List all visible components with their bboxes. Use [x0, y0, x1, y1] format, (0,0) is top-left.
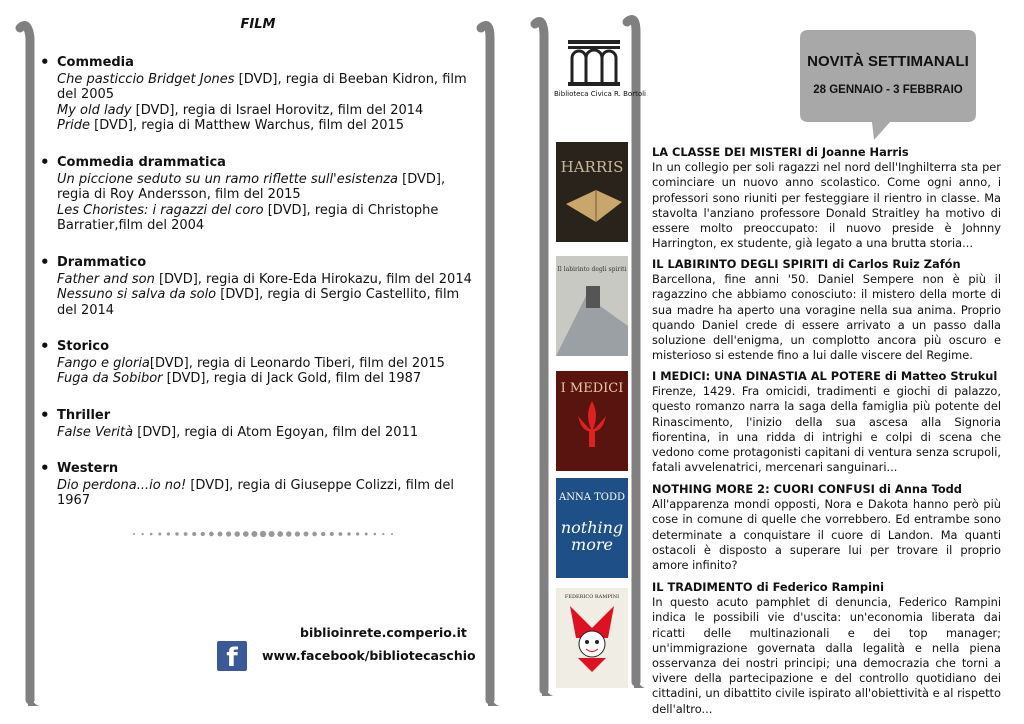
book-description: Barcellona, fine anni '50. Daniel Sempere non è più il ragazzino che abbiamo conosciuto: il mistero della morte di sua madre ha aperto una voragine nella sua anima. Proprio quando Daniel crede di essere arrivato a un passo dalla soluzione dell'enigma, un complotto ancora più oscuro e misterioso si estende fino a lui dalle viscere del Regime. — [652, 272, 1001, 363]
library-arches-icon — [566, 38, 622, 88]
film-title: Pride — [57, 118, 91, 133]
genre-block — [40, 339, 480, 387]
film-entry — [40, 172, 480, 203]
film-entry — [40, 118, 480, 134]
genre-name: Storico — [57, 339, 110, 354]
book-entry — [652, 257, 1001, 363]
cover-title: I MEDICI — [560, 381, 624, 396]
book-cover-image — [556, 371, 628, 471]
divider-dot — [150, 533, 153, 536]
bullet-icon: • — [40, 337, 50, 355]
book-title: IL TRADIMENTO di Federico Rampini — [652, 580, 884, 594]
film-entry — [40, 287, 480, 318]
genre-heading — [40, 339, 480, 355]
film-entry — [40, 371, 480, 387]
book-description: In un collegio per soli ragazzi nel nord dell'Inghilterra sta per cominciare un nuovo anno scolastico. Come ogni anno, i professori sono riuniti per festeggiare il rientro in classe. Ma stavolta l'anziano professore Donald Straitley ha motivo di essere molto preoccupato: il nuovo preside è Johnny Harrington, ex studente, già legato a una brutta storia... — [652, 160, 1001, 251]
genre-name: Thriller — [57, 408, 111, 423]
book-description: Firenze, 1429. Fra omicidi, tradimenti e giochi di palazzo, questo romanzo narra la saga della famiglia più potente del Rinascimento, l'inizio della sua ascesa alla Signoria fiorentina, in una ridda di intrighi e colpi di scena che vedono come protagonisti capitani di ventura senza scrupoli, fatali avvelenatrici, mercenari sanguinari... — [652, 384, 1001, 475]
genre-block — [40, 155, 480, 234]
divider-dot — [201, 532, 205, 536]
divider-dot — [175, 532, 178, 535]
divider-dot — [209, 532, 214, 537]
film-info: [DVD], regia di Christophe Barratier,film del 2004 — [57, 202, 439, 233]
divider-dot — [192, 532, 196, 536]
film-info: [DVD], regia di Atom Egoyan, film del 2011 — [133, 424, 419, 440]
film-title: False Verità — [57, 424, 134, 440]
book-title: IL LABIRINTO DEGLI SPIRITI di Carlos Ruiz Zafón — [652, 257, 961, 271]
genre-name: Western — [57, 461, 119, 476]
divider-dot — [391, 533, 393, 535]
dotted-divider — [130, 527, 400, 541]
divider-dot — [251, 531, 257, 537]
library-name: Biblioteca Civica R. Bortoli — [554, 90, 647, 98]
cover-title: FEDERICO RAMPINI — [564, 594, 620, 600]
bullet-icon: • — [40, 53, 50, 71]
genre-heading — [40, 55, 480, 71]
book-description: In questo acuto pamphlet di denuncia, Federico Rampini indica le possibili vie d'uscita: un'economia liberata dai ricatti delle multinazionali e dei top manager; un'immigrazione governata dalla legalità e nella piena osservanza dei nostri principi; una democrazia che torni a vivere della partecipazione e del controllo quotidiano dei cittadini, un dibattito civile ispirato all'obiettività e al rispetto dell'altro... — [652, 595, 1001, 716]
film-info: [DVD], regia di Sergio Castellito, film del 2014 — [57, 287, 460, 318]
cover-title: HARRIS — [560, 158, 624, 176]
divider-dot — [330, 532, 334, 536]
genre-block — [40, 461, 480, 509]
film-title: Che pasticcio Bridget Jones — [57, 71, 235, 87]
film-title: Nessuno si salva da solo — [57, 287, 217, 302]
film-entry — [40, 272, 480, 288]
genre-heading — [40, 255, 480, 271]
book-title: LA CLASSE DEI MISTERI di Joanne Harris — [652, 145, 909, 159]
divider-dot — [295, 531, 300, 536]
divider-dot — [339, 532, 343, 536]
genre-block — [40, 55, 480, 134]
film-title: Dio perdona...io no! — [57, 477, 187, 493]
bullet-icon: • — [40, 406, 50, 424]
facebook-link[interactable]: www.facebook/bibliotecaschio — [262, 648, 476, 663]
divider-dot — [356, 532, 359, 535]
divider-dot — [277, 531, 283, 537]
film-title: Fango e gloria — [57, 355, 150, 371]
divider-dot — [226, 531, 231, 536]
film-entry — [40, 356, 480, 372]
genre-name: Commedia drammatica — [57, 155, 226, 170]
cover-title: ANNA TODD — [558, 492, 626, 503]
book-title: NOTHING MORE 2: CUORI CONFUSI di Anna Todd — [652, 482, 962, 496]
film-info: [DVD], regia di Beeban Kidron, film del 2005 — [57, 71, 467, 102]
film-entry — [40, 203, 480, 234]
film-info: [DVD], regia di Giuseppe Colizzi, film del 1967 — [57, 477, 455, 508]
book-entry — [652, 145, 1001, 251]
divider-dot — [321, 532, 325, 536]
book-cover-image — [556, 256, 628, 356]
book-description: All'apparenza mondi opposti, Nora e Dakota hanno però più cose in comune di quelle che vorrebbero. Ed entrambe sono determinate a conquistare il cuore di Landon. Ma quanti ostacoli è disposto a superare lui per trovare il proprio amore infinito? — [652, 497, 1001, 573]
cover-art — [556, 142, 628, 242]
divider-dot — [382, 533, 384, 535]
film-info: [DVD], regia di Jack Gold, film del 1987 — [162, 371, 422, 386]
genre-heading — [40, 408, 480, 424]
facebook-icon[interactable]: f — [217, 641, 247, 671]
bullet-icon: • — [40, 459, 50, 477]
book-entry — [652, 482, 1001, 573]
book-cover-image — [556, 588, 628, 688]
header-dates: 28 GENNAIO - 3 FEBBRAIO — [813, 84, 963, 96]
divider-dot — [269, 531, 275, 537]
divider-dot — [218, 532, 223, 537]
divider-dot — [286, 531, 292, 537]
left-edge — [20, 26, 30, 700]
film-entry — [40, 72, 480, 103]
genre-name: Commedia — [57, 55, 134, 70]
bullet-icon: • — [40, 253, 50, 271]
divider-dot — [184, 532, 188, 536]
cover-title: Il labirinto degli spiriti — [557, 266, 627, 273]
genre-heading — [40, 155, 480, 171]
svg-text:more: more — [571, 535, 613, 554]
divider-dot — [158, 533, 161, 536]
film-title: My old lady — [57, 102, 132, 118]
divider-dot — [167, 532, 170, 535]
cover-art — [556, 588, 628, 688]
divider-dot — [234, 531, 240, 537]
film-info: [DVD], regia di Kore-Eda Hirokazu, film del 2014 — [154, 271, 472, 287]
film-title: Fuga da Sobibor — [57, 371, 163, 386]
genre-name: Drammatico — [57, 255, 147, 270]
film-entry — [40, 425, 480, 441]
divider-dot — [365, 533, 368, 536]
film-entry — [40, 103, 480, 119]
divider-dot — [347, 532, 350, 535]
film-title: Les Choristes: i ragazzi del coro — [57, 202, 264, 218]
book-entry — [652, 580, 1001, 717]
genre-heading — [40, 461, 480, 477]
website-link[interactable]: biblioinrete.comperio.it — [300, 625, 467, 640]
book-entry — [652, 369, 1001, 475]
bullet-icon: • — [40, 153, 50, 171]
divider-dot — [243, 531, 249, 537]
film-section-title: FILM — [240, 17, 276, 32]
book-title: I MEDICI: UNA DINASTIA AL POTERE di Matteo Strukul — [652, 369, 998, 383]
film-info: [DVD], regia di Israel Horovitz, film del 2014 — [131, 102, 424, 118]
book-cover-image — [556, 142, 628, 242]
library-logo — [554, 38, 647, 98]
divider-dot — [133, 533, 135, 535]
book-cover-image — [556, 478, 628, 578]
svg-text:nothing: nothing — [560, 518, 624, 537]
film-title: Un piccione seduto su un ramo riflette sull'esistenza — [57, 171, 399, 187]
divider-dot — [260, 531, 266, 537]
genre-block — [40, 408, 480, 440]
divider-dot — [374, 533, 377, 536]
right-middle-edge — [535, 22, 544, 690]
film-info: [DVD], regia di Matthew Warchus, film del 2015 — [90, 118, 405, 133]
genre-block — [40, 255, 480, 318]
divider-dot — [312, 532, 317, 537]
film-title: Father and son — [57, 271, 155, 287]
divider-dot — [141, 533, 143, 535]
divider-dot — [304, 532, 309, 537]
film-entry — [40, 478, 480, 509]
film-info: [DVD], regia di Leonardo Tiberi, film del 2015 — [149, 355, 445, 371]
film-info: [DVD], regia di Roy Andersson, film del 2015 — [57, 171, 446, 202]
right-inner-edge — [627, 20, 636, 682]
left-middle-edge — [481, 26, 490, 700]
header-title: NOVITÀ SETTIMANALI — [807, 53, 969, 70]
